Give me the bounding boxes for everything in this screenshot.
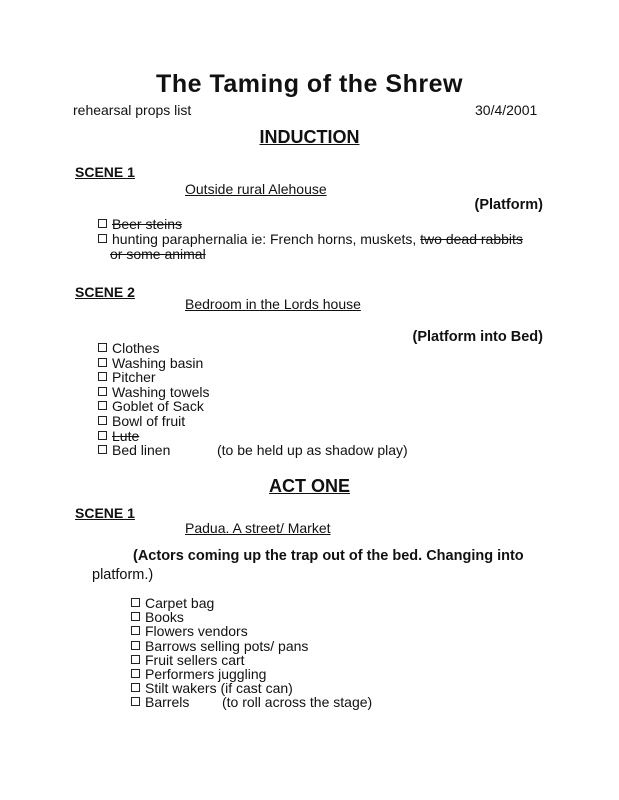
item-text: Lute [112,427,140,444]
item-text: Books [145,609,184,626]
list-item [98,370,156,384]
checkbox-icon [98,387,107,396]
scene-label: SCENE 1 [75,505,135,521]
checkbox-icon [98,234,107,243]
list-item [131,667,266,681]
checkbox-icon [131,683,140,692]
list-item [98,217,182,231]
checkbox-icon [98,416,107,425]
item-text: Carpet bag [145,595,215,611]
list-item [98,356,203,370]
list-item [131,695,189,709]
item-text: Pitcher [112,369,156,386]
item-text: hunting paraphernalia ie: French horns, muskets, [112,231,417,247]
subtitle: rehearsal props list [73,102,192,118]
struck-text: or some animal [110,246,206,262]
list-item [98,443,170,457]
checkbox-icon [131,598,140,607]
checkbox-icon [98,343,107,352]
list-item [131,610,184,624]
act-one-heading: ACT ONE [269,476,350,496]
scene-location: Outside rural Alehouse [185,181,327,197]
scene-location: Padua. A street/ Market [185,520,331,536]
item-text: Flowers vendors [145,623,248,640]
list-item [131,624,248,638]
list-item-continuation [110,247,206,261]
checkbox-icon [98,431,107,440]
item-text: Bowl of fruit [112,413,186,429]
item-text: Washing basin [112,354,204,371]
staging-note-continuation: platform.) [92,567,154,583]
checkbox-icon [131,641,140,650]
checkbox-icon [98,372,107,381]
item-text: Barrels [145,694,190,711]
item-text: Washing towels [112,383,210,400]
scene-label: SCENE 2 [75,284,135,300]
item-text: Clothes [112,340,160,356]
list-item [131,653,245,667]
list-item [131,681,293,695]
page-title: The Taming of the Shrew [156,70,463,98]
list-item [98,429,139,443]
checkbox-icon [98,358,107,367]
date: 30/4/2001 [475,102,538,118]
list-item [98,414,185,428]
list-item [98,341,159,355]
checkbox-icon [98,445,107,454]
staging-note: (Actors coming up the trap out of the bed. Changing into [133,548,524,564]
item-text: Barrows selling pots/ pans [145,637,309,654]
item-note: (to be held up as shadow play) [217,442,408,459]
checkbox-icon [131,612,140,621]
item-text: Stilt wakers (if cast can) [145,680,293,697]
scene-location: Bedroom in the Lords house [185,296,361,312]
item-note: (to roll across the stage) [222,694,373,711]
list-item [98,232,523,246]
item-text: Performers juggling [145,666,267,682]
checkbox-icon [131,697,140,706]
list-item [98,385,210,399]
staging-note: (Platform) [474,197,543,213]
item-text: Bed linen [112,442,171,459]
item-text: Fruit sellers cart [145,651,245,668]
checkbox-icon [98,219,107,228]
list-item [131,639,308,653]
item-text: Beer steins [112,216,183,232]
checkbox-icon [131,655,140,664]
checkbox-icon [98,401,107,410]
item-text: Goblet of Sack [112,398,204,415]
struck-text: two dead rabbits [420,231,523,247]
list-item [98,399,204,413]
checkbox-icon [131,626,140,635]
scene-label: SCENE 1 [75,164,135,180]
induction-heading: INDUCTION [259,127,360,147]
checkbox-icon [131,669,140,678]
staging-note: (Platform into Bed) [412,329,543,345]
list-item [131,596,214,610]
